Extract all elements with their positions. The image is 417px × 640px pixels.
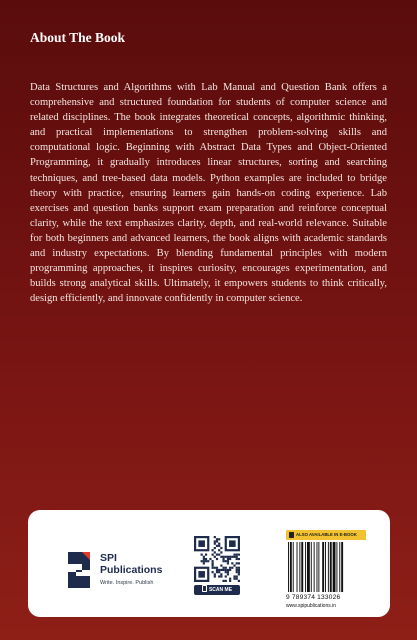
spi-logo-icon — [64, 550, 94, 590]
isbn-number: 9 789374 133026 — [286, 594, 341, 601]
scan-me-label: SCAN ME — [208, 587, 233, 593]
book-description: Data Structures and Algorithms with Lab Manual and Question Bank offers a comprehensive and structured foundation for students of computer science and related disciplines. The book integrates theoretical concepts, algorithmic thinking, and practical implementations to strengthen problem-solving skills and computational logic. Beginning with Abstract Data Types and Object-Oriented Programming, it gradually introduces linear structures, sorting and searching techniques, and tree-based data models. Python examples are included to bridge theory with practice, ensuring learners gain hands-on coding experience. Lab exercises and question banks support exam preparation and reinforce conceptual clarity, while the text emphasizes clarity, depth, and real-world relevance. Suitable for both beginners and advanced learners, the book aligns with academic standards and industry expectations. By blending fundamental principles with modern programming approaches, it inspires curiosity, encourages experimentation, and builds strong analytical skills. Ultimately, it empowers students to think critically, design efficiently, and innovate confidently in computer science. — [30, 82, 387, 305]
phone-icon — [202, 585, 207, 592]
publisher-name-line2: Publications — [100, 564, 163, 576]
scan-me-button[interactable] — [194, 585, 240, 595]
publisher-website[interactable]: www.spipublications.in — [286, 603, 337, 609]
ebook-badge — [286, 530, 366, 540]
publisher-logo — [64, 548, 204, 594]
ebook-label: ALSO AVAILABLE IN E-BOOK — [296, 532, 357, 537]
barcode-icon — [286, 542, 366, 592]
publisher-tagline: Write. Inspire. Publish — [100, 580, 154, 586]
publisher-name-line1: SPI — [100, 552, 117, 564]
ebook-icon — [289, 532, 294, 538]
qr-code-icon[interactable] — [194, 536, 240, 582]
section-heading: About The Book — [30, 30, 126, 45]
publisher-panel — [28, 510, 390, 617]
